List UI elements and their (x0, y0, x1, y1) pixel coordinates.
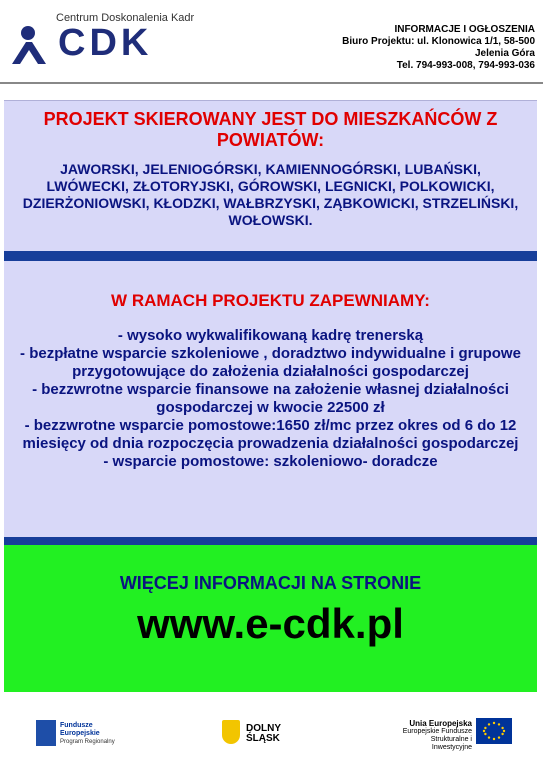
logo-wordmark: CDK (58, 22, 153, 64)
fundusze-europejskie-logo (36, 718, 126, 748)
footer-logos (0, 706, 543, 768)
separator-bar (4, 537, 537, 545)
cdk-logo-icon (8, 24, 52, 68)
ds-line: DOLNY (246, 723, 281, 734)
offer-list (4, 327, 537, 471)
logo-title: Centrum Doskonalenia Kadr (56, 12, 195, 24)
offer-title: W RAMACH PROJEKTU ZAPEWNIAMY: (111, 291, 430, 310)
info-city: Jelenia Góra (474, 48, 535, 59)
more-info-panel (4, 545, 537, 692)
ue-line: Europejskie Fundusze (402, 728, 472, 735)
cdk-logo (8, 10, 208, 70)
offer-item: - bezzwrotne wsparcie pomostowe:1650 zł/mc przez okres od 6 do 12 miesięcy od dnia rozpoczęcia prowadzenia działalności gospodarczej (22, 417, 519, 452)
contact-info (342, 24, 535, 72)
ue-line: Unia Europejska (409, 719, 472, 728)
offer-item: - wysoko wykwalifikowaną kadrę trenerską (117, 327, 424, 344)
separator-bar (4, 251, 537, 261)
ds-line: ŚLĄSK (246, 733, 280, 744)
info-heading: INFORMACJE I OGŁOSZENIA (394, 24, 535, 35)
offer-panel (4, 261, 537, 537)
target-counties-panel (4, 100, 537, 251)
fe-line: Fundusze (60, 722, 93, 729)
offer-item: - wsparcie pomostowe: szkoleniowo- doradcze (103, 453, 438, 470)
ue-line: Strukturalne i Inwestycyjne (430, 736, 472, 751)
fe-line: Program Regionalny (60, 739, 115, 745)
offer-item: - bezzwrotne wsparcie finansowe na założenie własnej działalności gospodarczej w kwocie 22500 zł (32, 381, 509, 416)
dolny-slask-logo (222, 720, 302, 746)
fe-flag-icon (36, 720, 56, 746)
info-address: Biuro Projektu: ul. Klonowica 1/1, 58-500 (342, 36, 535, 47)
counties-list: JAWORSKI, JELENIOGÓRSKI, KAMIENNOGÓRSKI, LUBAŃSKI, LWÓWECKI, ZŁOTORYJSKI, GÓROWSKI, LEGNICKI, POLKOWICKI, DZIERŻONIOWSKI, KŁODZKI, WAŁBRZYSKI, ZĄBKOWICKI, STRZELIŃSKI, WOŁOWSKI. (22, 161, 519, 228)
offer-item: - bezpłatne wsparcie szkoleniowe , doradztwo indywidualne i grupowe przygotowujące do założenia działalności gospodarczej (20, 345, 521, 380)
header (0, 0, 543, 82)
unia-europejska-logo (400, 718, 520, 751)
website-link[interactable]: www.e-cdk.pl (137, 600, 404, 647)
fe-line: Europejskie (60, 730, 100, 737)
header-divider (0, 82, 543, 84)
more-info-label: WIĘCEJ INFORMACJI NA STRONIE (119, 573, 422, 593)
counties-title: PROJEKT SKIEROWANY JEST DO MIESZKAŃCÓW Z POWIATÓW: (43, 109, 498, 150)
info-phone: Tel. 794-993-008, 794-993-036 (396, 60, 535, 71)
eu-flag-icon (476, 718, 512, 744)
eagle-shield-icon (222, 720, 240, 744)
